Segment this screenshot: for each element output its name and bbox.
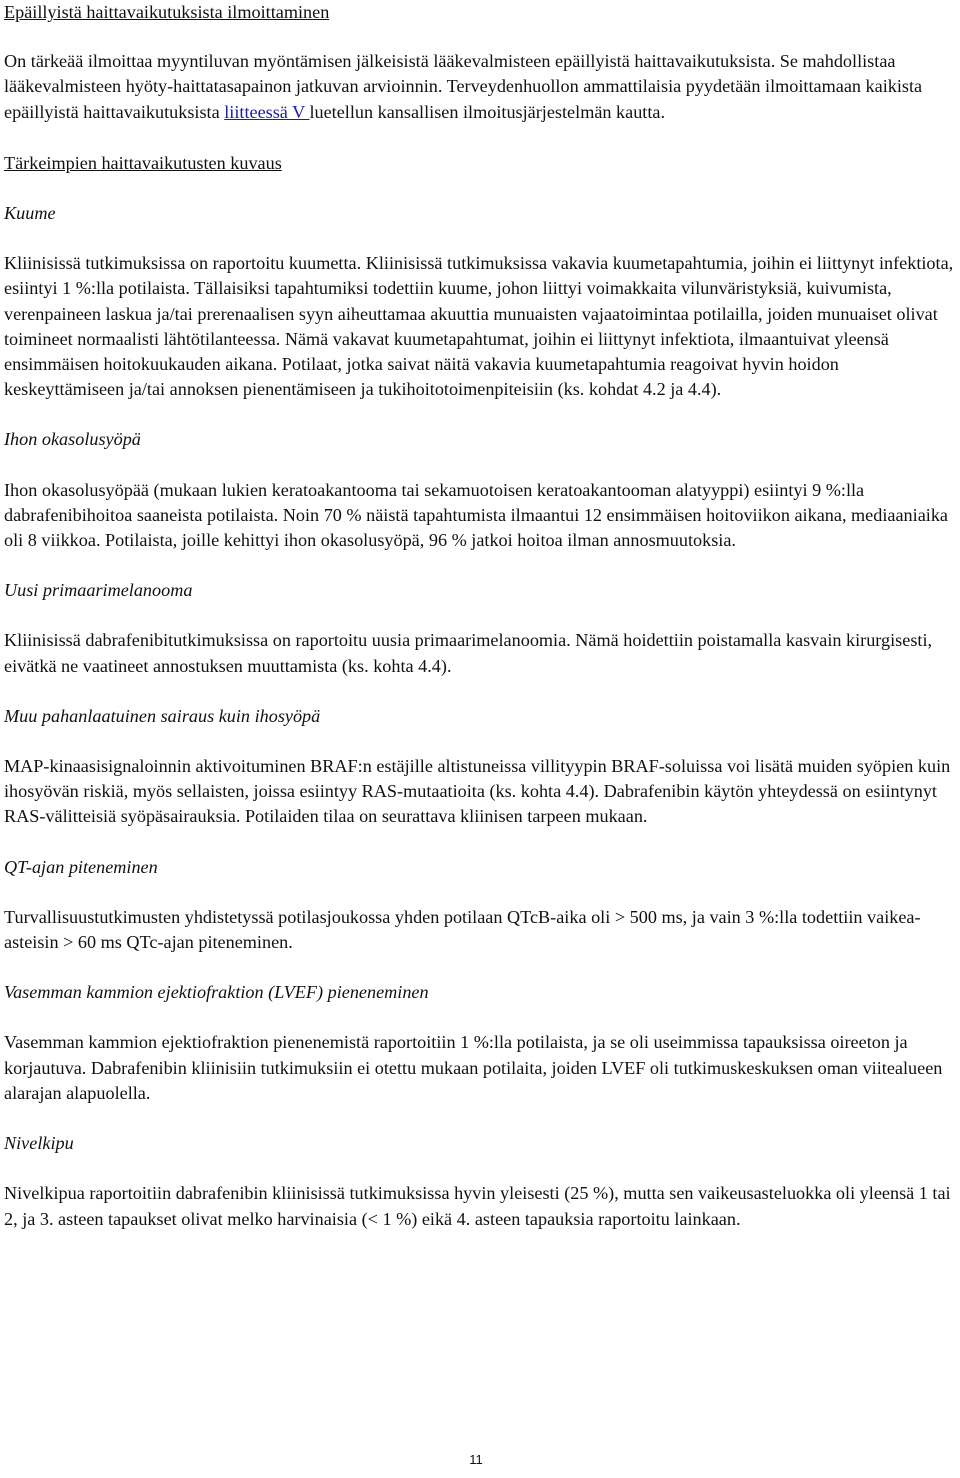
page-number: 11	[469, 1452, 483, 1467]
section-body-qt-prolongation: Turvallisuustutkimusten yhdistetyssä potilasjoukossa yhden potilaan QTcB-aika oli > 500 ms, ja vain 3 %:lla todettiin vaikea-asteisin > 60 ms QTc-ajan piteneminen.	[4, 906, 921, 953]
section-title-arthralgia: Nivelkipu	[4, 1133, 74, 1154]
reporting-text-start: On tärkeää ilmoittaa myyntiluvan myöntämisen jälkeisistä lääkevalmisteen epäillyistä haittavaikutuksista. Se mahdollistaa lääkevalmisteen hyöty-haittatasapainon jatkuvan arvioinnin. Terveydenhuollon ammattilaisia pyydetään ilmoittamaan kaikista epäillyistä haittavaikutuksista	[4, 51, 923, 122]
section-title-qt-prolongation: QT-ajan piteneminen	[4, 856, 158, 877]
section-body-fever: Kliinisissä tutkimuksissa on raportoitu kuumetta. Kliinisissä tutkimuksissa vakavia kuumetapahtumia, joihin ei liittynyt infektiota, esiintyi 1 %:lla potilaista. Tällaisiksi tapahtumiksi todettiin kuume, johon liittyi voimakkaita vilunväristyksiä, kuivumista, verenpaineen laskua ja/tai prerenaalisen syyn aiheuttamaa akuuttia munuaisten vajaatoimintaa potilailla, joiden munuaiset olivat toimineet normaalisti lähtötilanteessa. Nämä vakavat kuumetapahtumat, joihin ei liittynyt infektiota, ilmaantuivat yleensä ensimmäisen hoitokuukauden aikana. Potilaat, jotka saivat näitä vakavia kuumetapahtumia reagoivat hyvin hoidon keskeyttämiseen ja/tai annoksen pienentämiseen ja tukihoitotoimenpiteisiin (ks. kohdat 4.2 ja 4.4).	[4, 253, 954, 400]
document-page	[4, 0, 958, 1232]
adverse-reactions-subheading: Tärkeimpien haittavaikutusten kuvaus	[4, 152, 282, 173]
section-title-non-cutaneous-malignancy: Muu pahanlaatuinen sairaus kuin ihosyöpä	[4, 705, 321, 726]
reporting-paragraph	[4, 49, 958, 125]
reporting-text-end: luetellun kansallisen ilmoitusjärjestelmän kautta.	[309, 101, 666, 122]
section-body-lvef-decrease: Vasemman kammion ejektiofraktion pienenemistä raportoitiin 1 %:lla potilaista, ja se oli useimmissa tapauksissa oireeton ja korjautuva. Dabrafenibin kliinisiin tutkimuksiin ei otettu mukaan potilaita, joiden LVEF oli tutkimuskeskuksen oman viitealueen alarajan alapuolella.	[4, 1032, 943, 1103]
section-body-squamous-cell-carcinoma: Ihon okasolusyöpää (mukaan lukien keratoakantooma tai sekamuotoisen keratoakantooman alatyyppi) esiintyi 9 %:lla dabrafenibihoitoa saaneista potilaista. Noin 70 % näistä tapahtumista ilmaantui 12 ensimmäisen hoitoviikon aikana, mediaaniaika oli 8 viikkoa. Potilaista, joille kehittyi ihon okasolusyöpä, 96 % jatkoi hoitoa ilman annosmuutoksia.	[4, 479, 948, 551]
section-title-new-primary-melanoma: Uusi primaarimelanooma	[4, 580, 193, 601]
section-body-new-primary-melanoma: Kliinisissä dabrafenibitutkimuksissa on raportoitu uusia primaarimelanoomia. Nämä hoidettiin poistamalla kasvain kirurgisesti, eivätkä ne vaatineet annostuksen muuttamista (ks. kohta 4.4).	[4, 630, 933, 676]
section-heading: Epäillyistä haittavaikutuksista ilmoittaminen	[4, 2, 330, 22]
section-body-non-cutaneous-malignancy: MAP-kinaasisignaloinnin aktivoituminen BRAF:n estäjille altistuneissa villityypin BRAF-soluissa voi lisätä muiden syöpien kuin ihosyövän riskiä, myös sellaisten, joissa esiintyy RAS-mutaatioita (ks. kohta 4.4). Dabrafenibin käytön yhteydessä on esiintynyt RAS-välitteisiä syöpäsairauksia. Potilaiden tilaa on seurattava kliinisen tarpeen mukaan.	[4, 756, 951, 827]
section-title-lvef-decrease: Vasemman kammion ejektiofraktion (LVEF) pieneneminen	[4, 982, 429, 1003]
section-title-fever: Kuume	[4, 203, 56, 224]
section-body-arthralgia: Nivelkipua raportoitiin dabrafenibin kliinisissä tutkimuksissa hyvin yleisesti (25 %), mutta sen vaikeusasteluokka oli yleensä 1 tai 2, ja 3. asteen tapaukset olivat melko harvinaisia (< 1 %) eikä 4. asteen tapauksia raportoitu lainkaan.	[4, 1183, 951, 1229]
annex-v-link[interactable]: liitteessä V	[224, 101, 310, 122]
section-title-squamous-cell-carcinoma: Ihon okasolusyöpä	[4, 429, 141, 450]
